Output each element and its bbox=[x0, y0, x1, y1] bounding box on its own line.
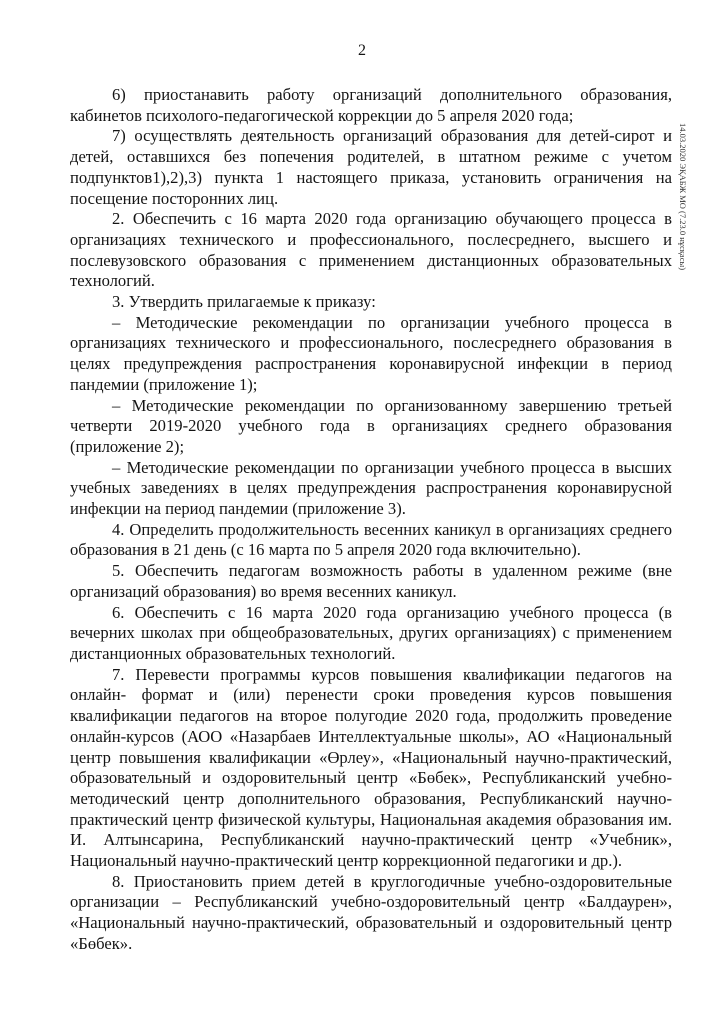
paragraph-3-item-2: – Методические рекомендации по организованному завершению третьей четверти 2019-2020 учебного года в организациях среднего образования (приложение 2); bbox=[70, 395, 672, 456]
paragraph-3: 3. Утвердить прилагаемые к приказу: bbox=[112, 292, 376, 312]
page-number: 2 bbox=[358, 42, 366, 59]
paragraph-3-item-3: – Методические рекомендации по организации учебного процесса в высших учебных заведениях в целях предупреждения распространения коронавирусной инфекции на период пандемии (приложение 3). bbox=[70, 457, 672, 519]
paragraph-4: 4. Определить продолжительность весенних каникул в организациях среднего образования в 21 день (с 16 марта по 5 апреля 2020 года включительно). bbox=[70, 519, 672, 560]
paragraph-8: 8. Приостановить прием детей в круглогодичные учебно-оздоровительные организации – Республиканский учебно-оздоровительный центр «Балдаурен», «Национальный научно-практический, образовательный и оздоровительный центр «Бөбек». bbox=[70, 871, 672, 953]
side-stamp: 14.03.2020 ЭҚАБЖ МО (7.23.0 нұсқасы) bbox=[678, 123, 688, 271]
document-body bbox=[70, 85, 672, 955]
paragraph-5: 5. Обеспечить педагогам возможность работы в удаленном режиме (вне организаций образования) во время весенних каникул. bbox=[70, 561, 672, 601]
paragraph-6: 6. Обеспечить с 16 марта 2020 года организацию учебного процесса (в вечерних школах при общеобразовательных, других организациях) с применением дистанционных образовательных технологий. bbox=[70, 602, 672, 663]
paragraph-sub-6: 6) приостанавить работу организаций дополнительного образования, кабинетов психолого-педагогической коррекции до 5 апреля 2020 года; bbox=[70, 85, 672, 125]
paragraph-sub-7: 7) осуществлять деятельность организаций образования для детей-сирот и детей, оставшихся без попечения родителей, в штатном режиме с учетом подпунктов1),2),3) пункта 1 настоящего приказа, установить ограничения на посещение посторонних лиц. bbox=[70, 126, 672, 208]
paragraph-3-item-1: – Методические рекомендации по организации учебного процесса в организациях технического и профессионального, послесреднего образования в целях предупреждения распространения коронавирусной инфекции в период пандемии (приложение 1); bbox=[70, 312, 672, 394]
paragraph-2: 2. Обеспечить с 16 марта 2020 года организацию обучающего процесса в организациях технического и профессионального, послесреднего, высшего и послевузовского образования с применением дистанционных образовательных технологий. bbox=[70, 209, 672, 291]
paragraph-7: 7. Перевести программы курсов повышения квалификации педагогов на онлайн- формат и (или) перенести сроки проведения курсов повышения квалификации педагогов на второе полугодие 2020 года, продолжить проведение онлайн-курсов (АОО «Назарбаев Интеллектуальные школы», АО «Национальный центр повышения квалификации «Өрлеу», «Национальный научно-практический, образовательный и оздоровительный центр «Бөбек», Республиканский учебно-методический центр дополнительного образования, Республиканский научно-практический центр физической культуры, Национальная академия образования им. И. Алтынсарина, Республиканский научно-практический центр «Учебник», Национальный научно-практический центр коррекционной педагогики и др.). bbox=[70, 664, 672, 871]
